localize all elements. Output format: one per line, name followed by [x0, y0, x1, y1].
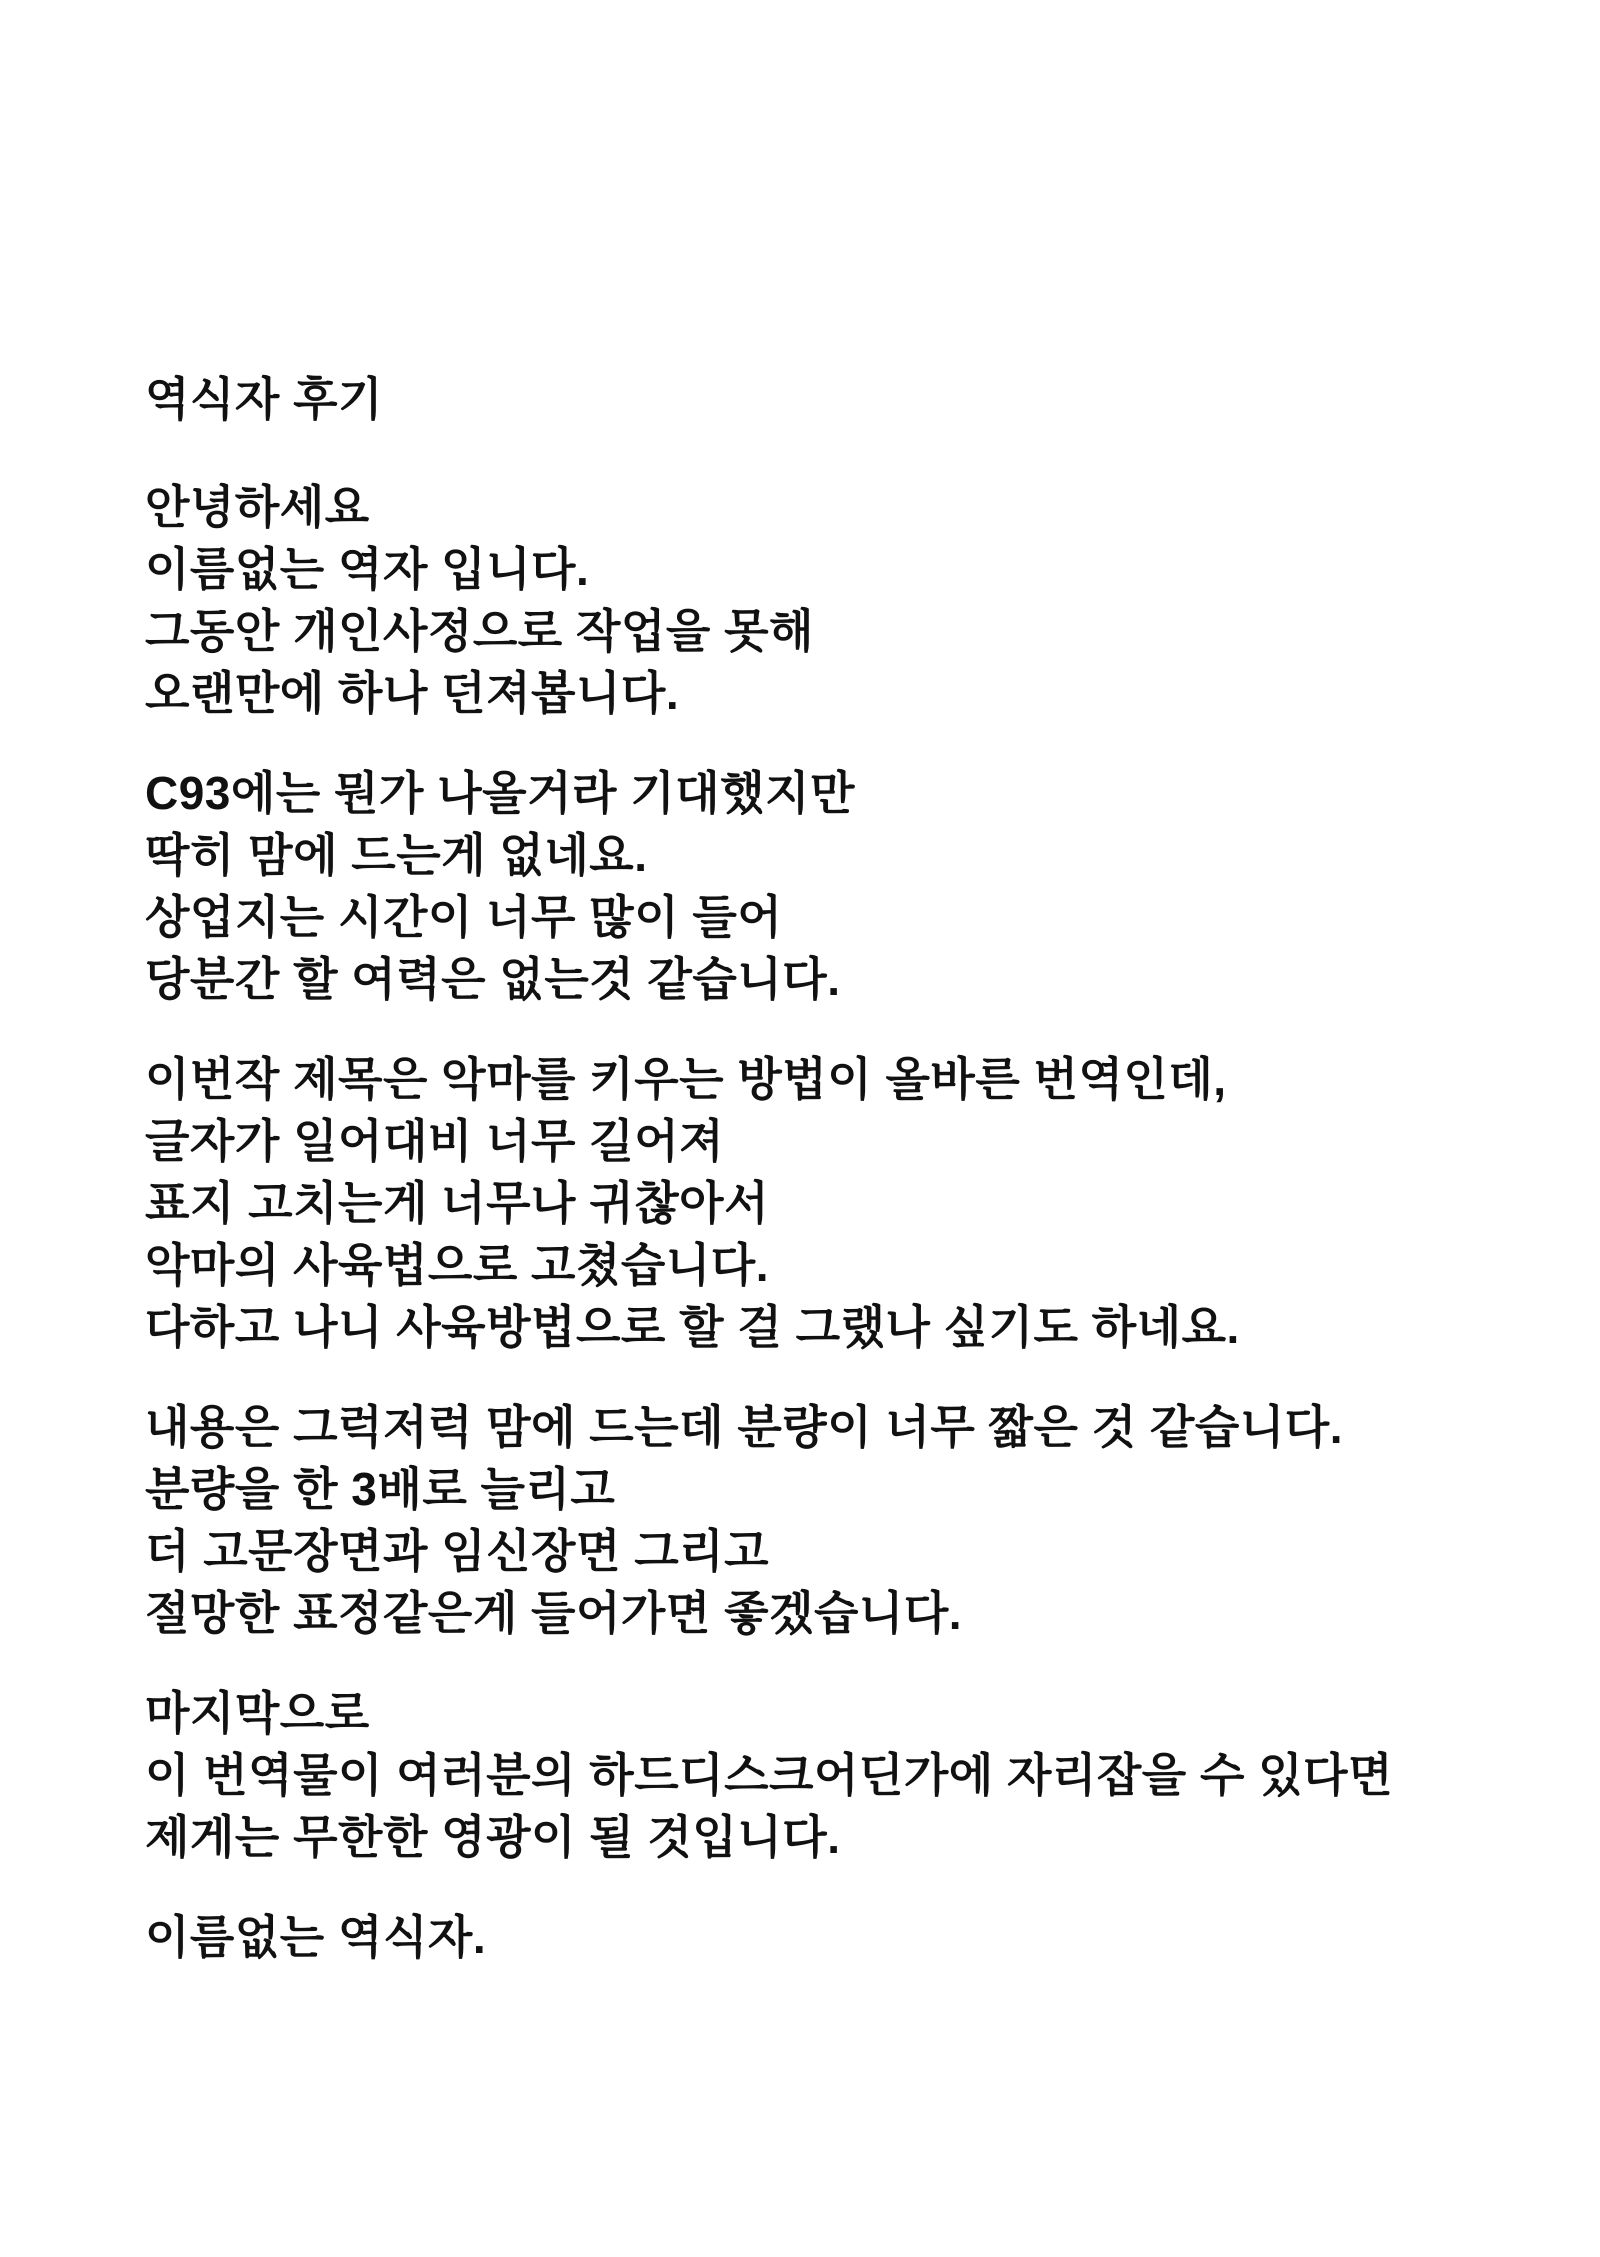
text-line: 상업지는 시간이 너무 많이 들어 [145, 891, 783, 943]
text-line: 글자가 일어대비 너무 길어져 [145, 1115, 725, 1167]
signature: 이름없는 역식자. [145, 1911, 487, 1963]
text-line: 분량을 한 3배로 늘리고 [145, 1463, 616, 1515]
text-line: 절망한 표정같은게 들어가면 좋겠습니다. [145, 1587, 963, 1639]
text-line: 표지 고치는게 너무나 귀찮아서 [145, 1177, 770, 1229]
text-line: 오랜만에 하나 던져봅니다. [145, 667, 680, 719]
text-line: 이 번역물이 여러분의 하드디스크어딘가에 자리잡을 수 있다면 [145, 1749, 1394, 1801]
text-line: 이번작 제목은 악마를 키우는 방법이 올바른 번역인데, [145, 1053, 1227, 1105]
text-line: C93에는 뭔가 나올거라 기대했지만 [145, 767, 855, 819]
paragraph-c93 [145, 762, 1505, 1010]
text-line: 악마의 사육법으로 고쳤습니다. [145, 1239, 770, 1291]
text-line: 내용은 그럭저럭 맘에 드는데 분량이 너무 짧은 것 같습니다. [145, 1401, 1343, 1453]
paragraph-title-translation [145, 1048, 1505, 1358]
paragraph-greeting [145, 476, 1505, 724]
text-line: 이름없는 역자 입니다. [145, 543, 590, 595]
afterword-text-block [145, 368, 1505, 1968]
text-line: 그동안 개인사정으로 작업을 못해 [145, 605, 814, 657]
text-line: 다하고 나니 사육방법으로 할 걸 그랬나 싶기도 하네요. [145, 1301, 1240, 1353]
paragraph-content-opinion [145, 1396, 1505, 1644]
text-line: 제게는 무한한 영광이 될 것입니다. [145, 1811, 841, 1863]
text-line: 안녕하세요 [145, 481, 370, 533]
text-line: 딱히 맘에 드는게 없네요. [145, 829, 648, 881]
paragraph-closing [145, 1682, 1505, 1868]
text-line: 당분간 할 여력은 없는것 같습니다. [145, 953, 841, 1005]
text-line: 더 고문장면과 임신장면 그리고 [145, 1525, 770, 1577]
page-title: 역식자 후기 [145, 373, 383, 425]
text-line: 마지막으로 [145, 1687, 370, 1739]
